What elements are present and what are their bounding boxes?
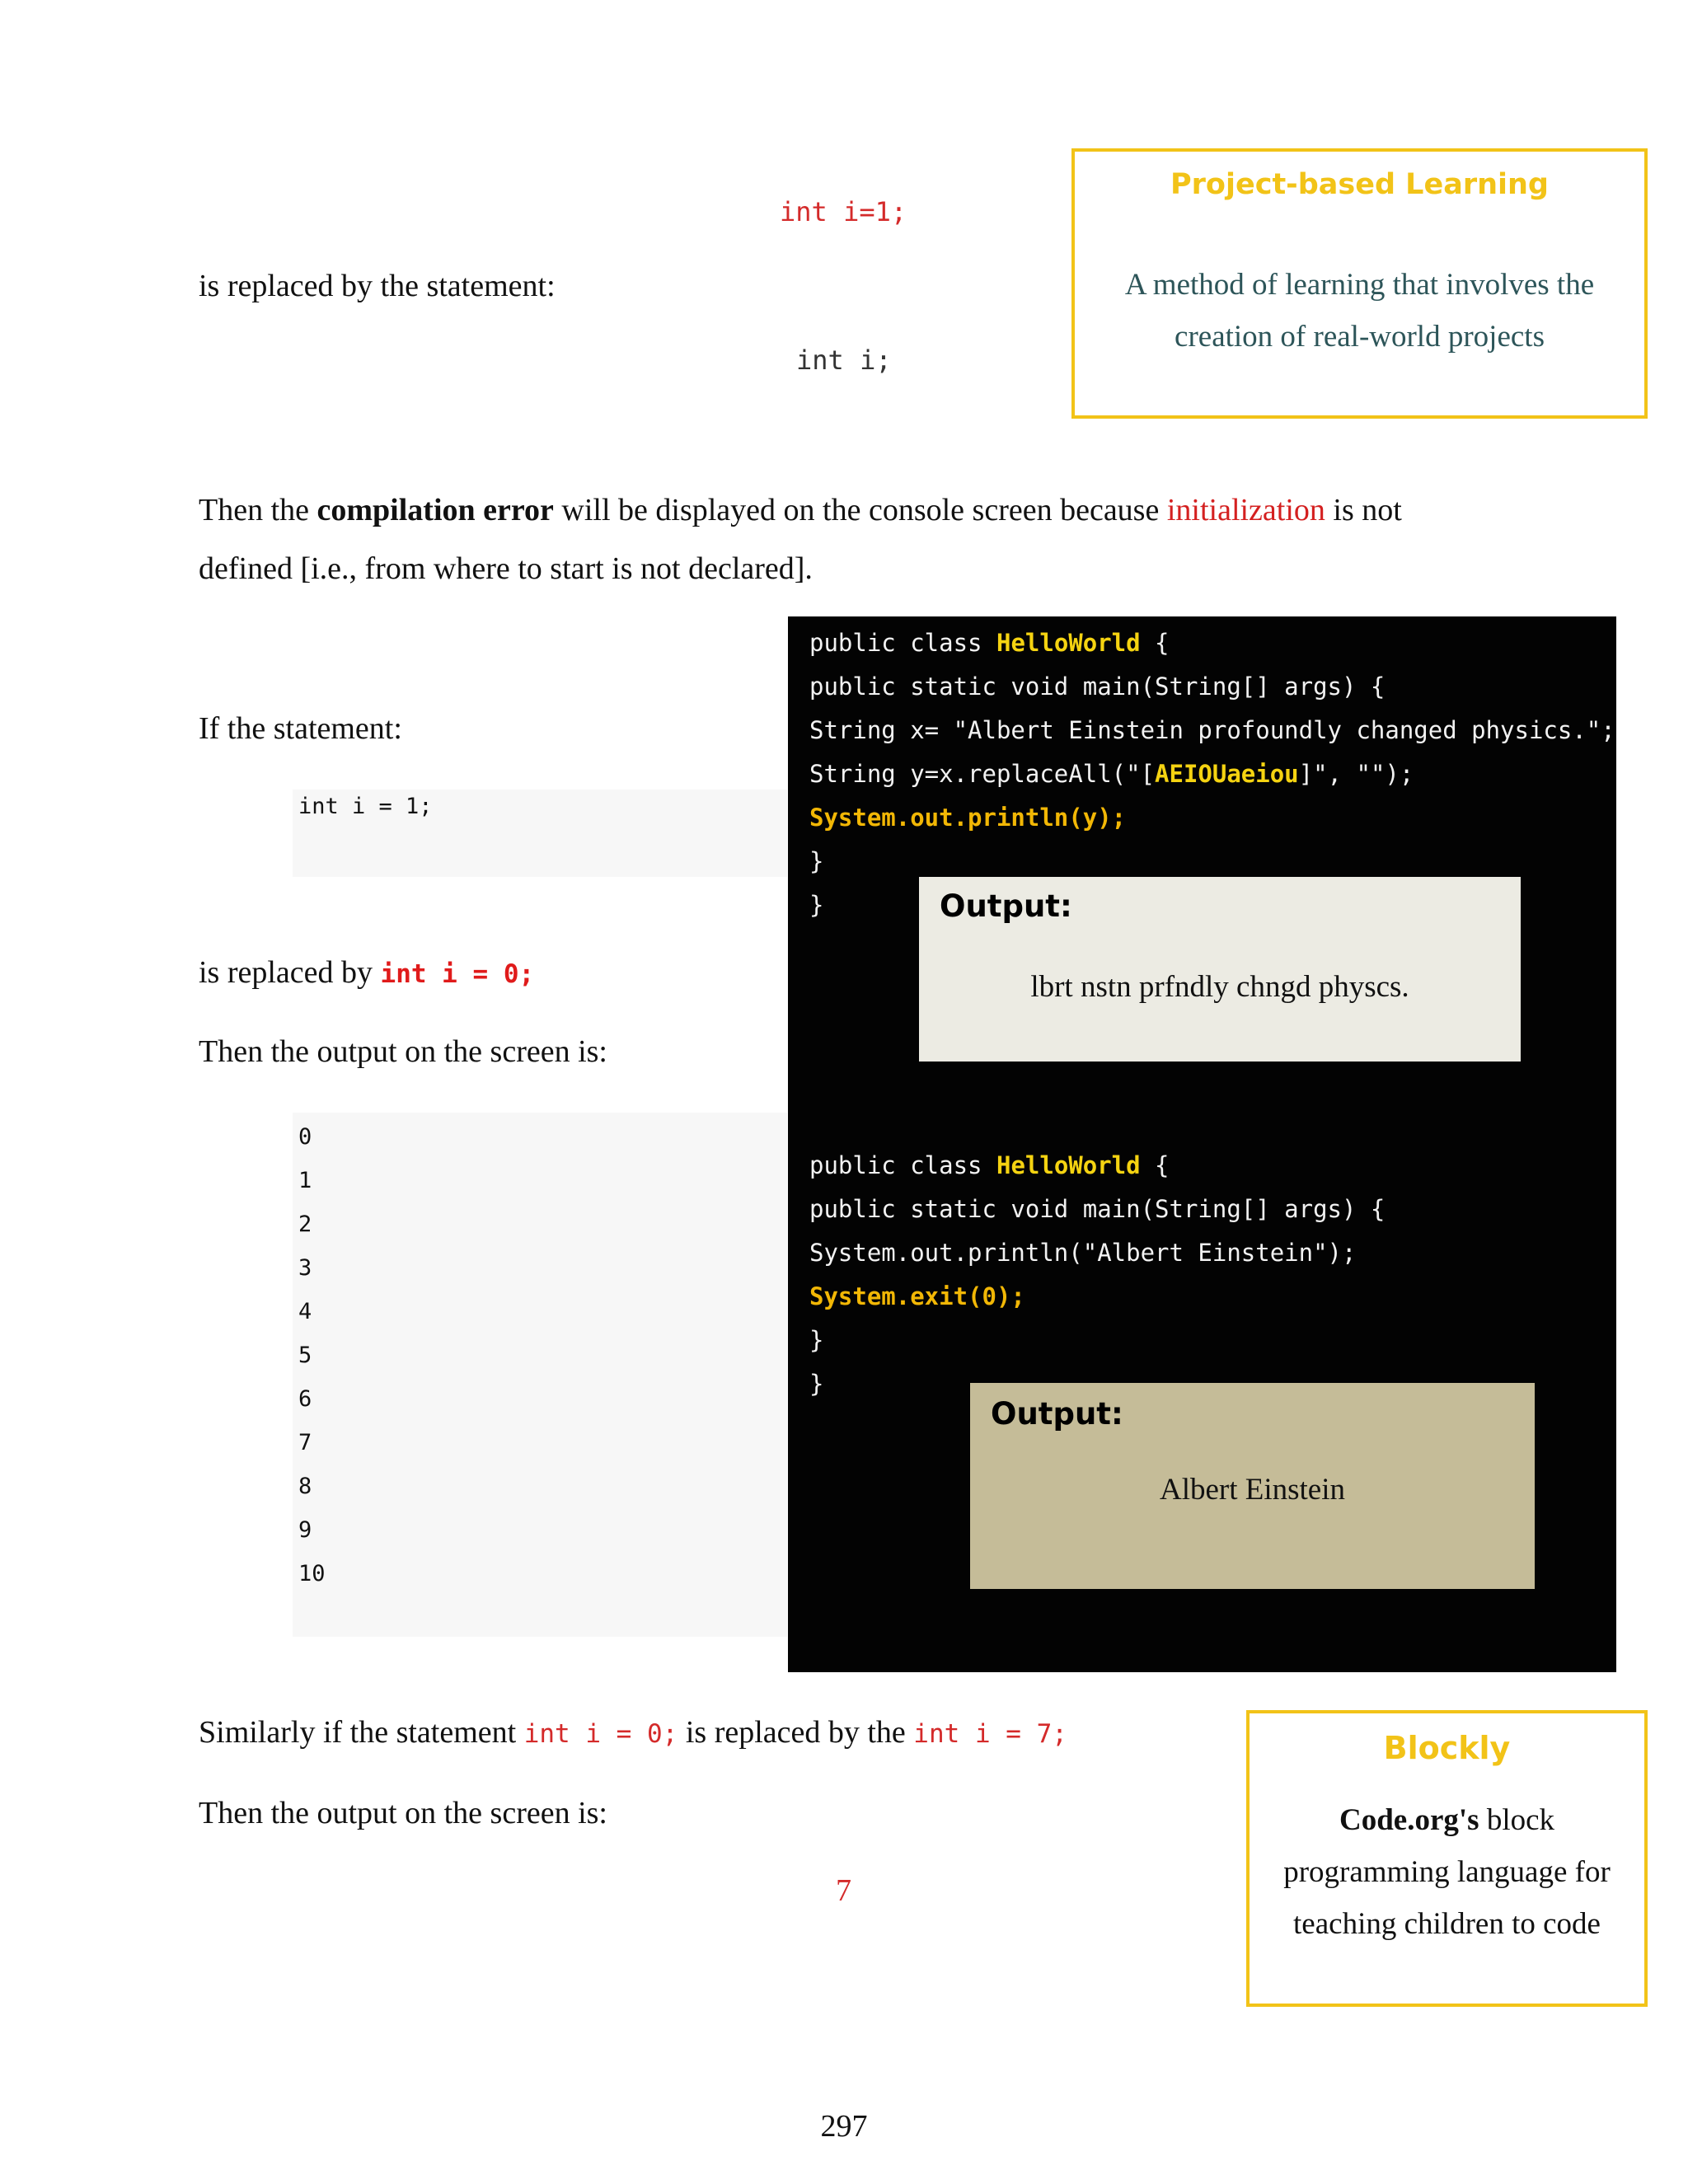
project-box-line2: creation of real-world projects: [1175, 320, 1545, 354]
output-value-2: Albert Einstein: [1159, 1473, 1346, 1507]
code-int-i-equals-0-inline: int i = 0;: [523, 1719, 678, 1749]
project-box-title: Project-based Learning: [1170, 168, 1549, 201]
code-line: String x= "Albert Einstein profoundly changed physics.";: [809, 716, 1615, 744]
code-panel: [788, 616, 1616, 1672]
initialization-highlight: initialization: [1166, 493, 1325, 527]
code-line: public static void main(String[] args) {: [809, 673, 1386, 701]
if-statement-label: If the statement:: [199, 711, 402, 746]
similarly-output-label: Then the output on the screen is:: [199, 1796, 607, 1830]
number-output-box: [293, 1113, 787, 1637]
code-int-i-1: int i=1;: [780, 196, 907, 227]
code-line: System.out.println("Albert Einstein");: [809, 1239, 1357, 1267]
output-number: 0: [298, 1124, 312, 1150]
similarly-output-value: 7: [836, 1873, 851, 1908]
blockly-box: [1246, 1710, 1648, 2007]
output-value-1: lbrt nstn prfndly chngd physcs.: [1030, 970, 1409, 1004]
code-line: }: [809, 1370, 824, 1398]
output-number: 1: [298, 1168, 312, 1193]
compilation-error-bold: compilation error: [316, 493, 554, 527]
output-number: 5: [298, 1343, 312, 1368]
output-box-2: [970, 1383, 1535, 1589]
output-number: 6: [298, 1386, 312, 1412]
project-box-line1: A method of learning that involves the: [1124, 268, 1595, 302]
code-line: System.exit(0);: [809, 1282, 1025, 1310]
code-line: public class HelloWorld {: [809, 1151, 1170, 1179]
output-number: 7: [298, 1430, 312, 1455]
output-number: 4: [298, 1299, 312, 1324]
output-number: 3: [298, 1255, 312, 1281]
code-line: public static void main(String[] args) {: [809, 1195, 1386, 1223]
code-snippet-box: [293, 790, 787, 877]
blockly-line3: teaching children to code: [1293, 1907, 1601, 1941]
code-int-i: int i;: [796, 344, 892, 376]
code-line: }: [809, 891, 824, 919]
output-label-1: Output:: [940, 888, 1072, 924]
code-line: String y=x.replaceAll("[AEIOUaeiou]", "");: [809, 760, 1414, 788]
output-number: 8: [298, 1474, 312, 1499]
blockly-title: Blockly: [1383, 1730, 1511, 1766]
code-int-i-equals-1: int i = 1;: [298, 794, 433, 819]
output-on-screen-label: Then the output on the screen is:: [199, 1034, 607, 1069]
compilation-error-paragraph-line1: Then the compilation error will be displayed on the console screen because initialization is not: [199, 493, 1402, 527]
replaced-statement-text: is replaced by the statement:: [199, 269, 556, 303]
output-label-2: Output:: [991, 1396, 1123, 1432]
code-block-2: [809, 1144, 1385, 1406]
blockly-line2: programming language for: [1283, 1855, 1611, 1889]
compilation-error-paragraph-line2: defined [i.e., from where to start is not declared].: [199, 551, 813, 586]
similarly-line: Similarly if the statement int i = 0; is replaced by the int i = 7;: [199, 1715, 1067, 1750]
code-int-i-equals-0: int i = 0;: [380, 959, 535, 989]
replaced-by-line: is replaced by int i = 0;: [199, 955, 535, 990]
project-based-learning-box: [1071, 148, 1648, 419]
blockly-line1: Code.org's block: [1339, 1803, 1555, 1837]
output-box-1: [919, 877, 1521, 1062]
code-line: }: [809, 847, 824, 875]
code-line: }: [809, 1326, 824, 1354]
output-number: 9: [298, 1517, 312, 1543]
output-number: 10: [298, 1561, 326, 1586]
code-line: System.out.println(y);: [809, 804, 1127, 832]
page-number: 297: [820, 2109, 868, 2144]
output-number: 2: [298, 1212, 312, 1237]
code-line: public class HelloWorld {: [809, 629, 1170, 657]
code-int-i-equals-7-inline: int i = 7;: [913, 1719, 1067, 1749]
